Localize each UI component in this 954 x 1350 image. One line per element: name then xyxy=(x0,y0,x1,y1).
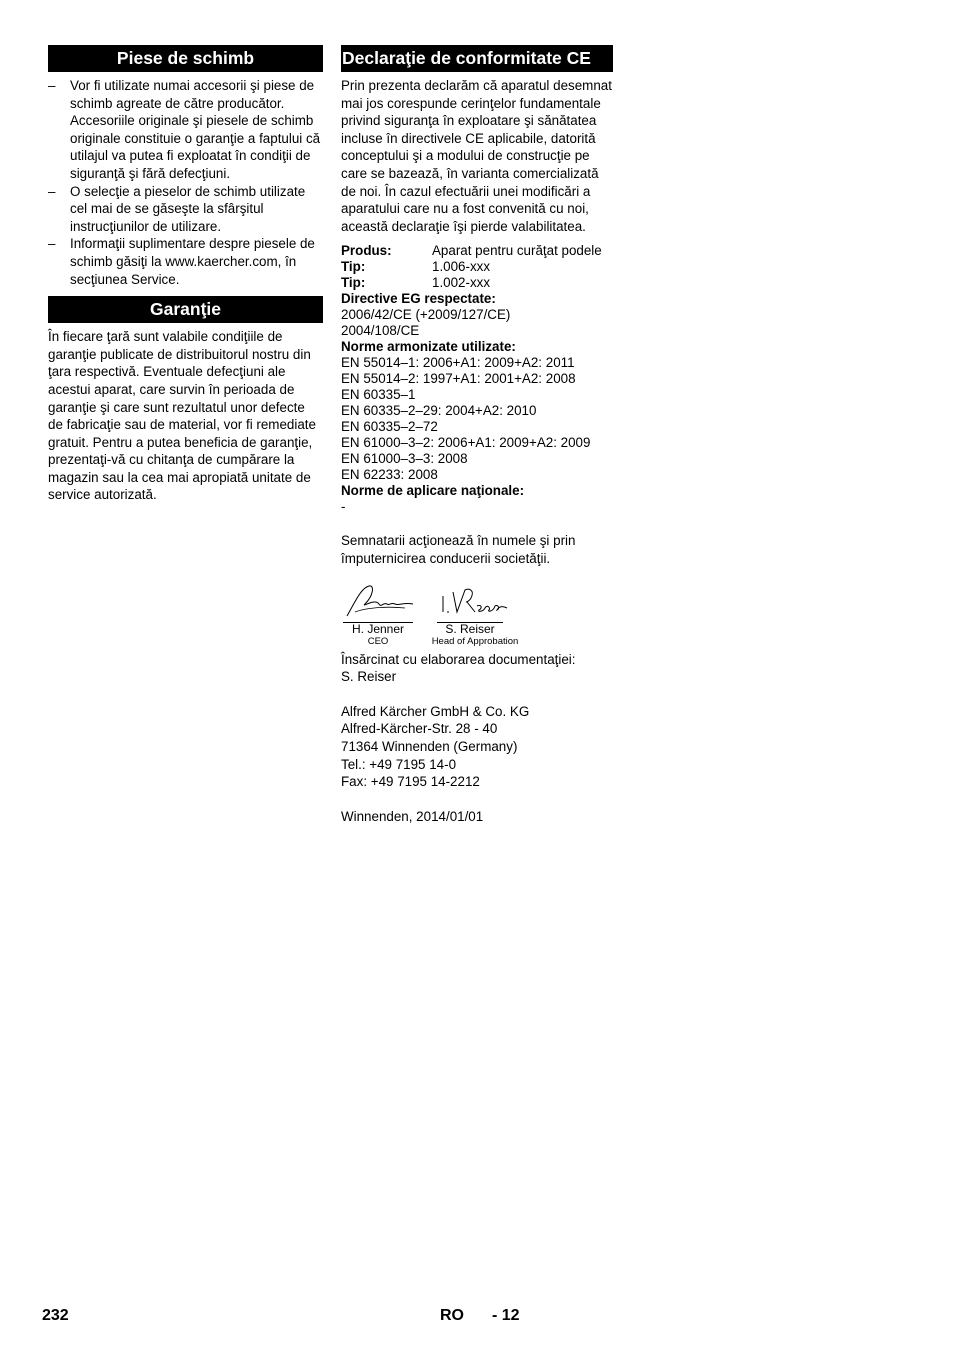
signature-role-reiser: Head of Approbation xyxy=(431,635,519,647)
signature-role-jenner: CEO xyxy=(367,635,389,647)
norms-label: Norme armonizate utilizate: xyxy=(341,339,516,355)
documentation-person: S. Reiser xyxy=(341,669,397,685)
directive-item: 2004/108/CE xyxy=(341,323,420,339)
company-line: Alfred Kärcher GmbH & Co. KG xyxy=(341,703,530,719)
signature-name-jenner: H. Jenner xyxy=(343,622,413,636)
page-number: 232 xyxy=(42,1307,69,1324)
norm-item: EN 62233: 2008 xyxy=(341,467,438,483)
directives-label: Directive EG respectate: xyxy=(341,291,496,307)
signature-jenner-icon xyxy=(345,582,415,620)
conformity-intro: Prin prezenta declarăm că aparatul desemnat mai jos corespunde cerinţelor fundamentale privind siguranţa în exploatare şi sănătatea incluse în directivele CE aplicabile, datorită conceptului şi a modului de construcţie pe care se bazează, în varianta comercializată de noi. În cazul efectuării unei modificări a aparatului care nu a fost convenită cu noi, această declaraţie îşi pierde valabilitatea. xyxy=(341,78,612,234)
directive-item: 2006/42/CE (+2009/127/CE) xyxy=(341,307,511,323)
signature-reiser-icon xyxy=(439,586,509,616)
warranty-heading: Garanţie xyxy=(48,296,323,323)
signatures-block xyxy=(341,582,613,648)
documentation-label: Însărcinat cu elaborarea documentaţiei: xyxy=(341,651,576,667)
norm-item: EN 61000–3–2: 2006+A1: 2009+A2: 2009 xyxy=(341,435,591,451)
sub-page-number: - 12 xyxy=(492,1307,520,1324)
spare-parts-list xyxy=(48,77,323,288)
product-label: Produs: xyxy=(341,243,392,259)
left-column xyxy=(48,45,323,504)
warranty-text: În fiecare ţară sunt valabile condiţiile de garanţie publicate de distribuitorul nostru din ţara respectivă. Eventuale defecţiuni ale acestui aparat, care survin în perioada de garanţie şi care sunt rezultatul unor defecte de fabricaţie sau de material, vor fi remediate gratuit. Pentru a putea beneficia de garanţie, prezentaţi-vă cu chitanţa de cumpărare la magazin sau la cea mai apropiată unitate de service autorizată. xyxy=(48,329,316,503)
signatories-text: Semnatarii acţionează în numele şi prin împuternicirea conducerii societăţii. xyxy=(341,533,576,566)
type-value: 1.006-xxx xyxy=(432,259,491,275)
company-line: Fax: +49 7195 14-2212 xyxy=(341,774,480,790)
company-line: Alfred-Kärcher-Str. 28 - 40 xyxy=(341,721,498,737)
norm-item: EN 61000–3–3: 2008 xyxy=(341,451,468,467)
norm-item: EN 60335–2–29: 2004+A2: 2010 xyxy=(341,403,537,419)
place-date: Winnenden, 2014/01/01 xyxy=(341,808,484,824)
type-value: 1.002-xxx xyxy=(432,275,491,291)
list-item-text: Informaţii suplimentare despre piesele de schimb găsiţi la www.kaercher.com, în secţiunea Service. xyxy=(70,236,315,287)
list-item-text: O selecţie a pieselor de schimb utilizate cel mai de se găseşte la sfârşitul instrucţiunilor de utilizare. xyxy=(70,183,306,234)
norm-item: EN 60335–2–72 xyxy=(341,419,438,435)
type-label: Tip: xyxy=(341,275,366,291)
norm-item: EN 55014–2: 1997+A1: 2001+A2: 2008 xyxy=(341,371,576,387)
norm-item: EN 55014–1: 2006+A1: 2009+A2: 2011 xyxy=(341,355,575,371)
language-code: RO xyxy=(440,1307,464,1324)
right-column xyxy=(341,45,613,825)
national-norms-value: - xyxy=(341,499,346,515)
type-label: Tip: xyxy=(341,259,366,275)
norm-item: EN 60335–1 xyxy=(341,387,416,403)
conformity-heading: Declaraţie de conformitate CE xyxy=(341,45,613,72)
company-line: 71364 Winnenden (Germany) xyxy=(341,738,518,754)
spare-parts-heading: Piese de schimb xyxy=(48,45,323,72)
list-item-text: Vor fi utilizate numai accesorii şi piese de schimb agreate de către producător. Accesoriile originale şi piesele de schimb originale constituie o garanţie a faptului că utilajul va putea fi exploatat în condiţii de siguranţă şi fără defecţiuni. xyxy=(70,78,321,181)
national-norms-label: Norme de aplicare naţionale: xyxy=(341,483,525,499)
signature-name-reiser: S. Reiser xyxy=(437,622,503,636)
list-item: – Vor fi utilizate numai accesorii şi piese de schimb agreate de către producător. Accesoriile originale şi piesele de schimb originale constituie o garanţie a faptului că utilajul va putea fi exploatat în condiţii de siguranţă şi fără defecţiuni. xyxy=(48,78,321,181)
type-row xyxy=(341,259,613,275)
product-row xyxy=(341,243,613,259)
company-line: Tel.: +49 7195 14-0 xyxy=(341,756,457,772)
type-row xyxy=(341,275,613,291)
product-value: Aparat pentru curăţat podele xyxy=(432,243,602,259)
list-item: – Informaţii suplimentare despre piesele de schimb găsiţi la www.kaercher.com, în secţiunea Service. xyxy=(48,236,315,287)
list-item: – O selecţie a pieselor de schimb utilizate cel mai de se găseşte la sfârşitul instrucţiunilor de utilizare. xyxy=(48,183,306,234)
